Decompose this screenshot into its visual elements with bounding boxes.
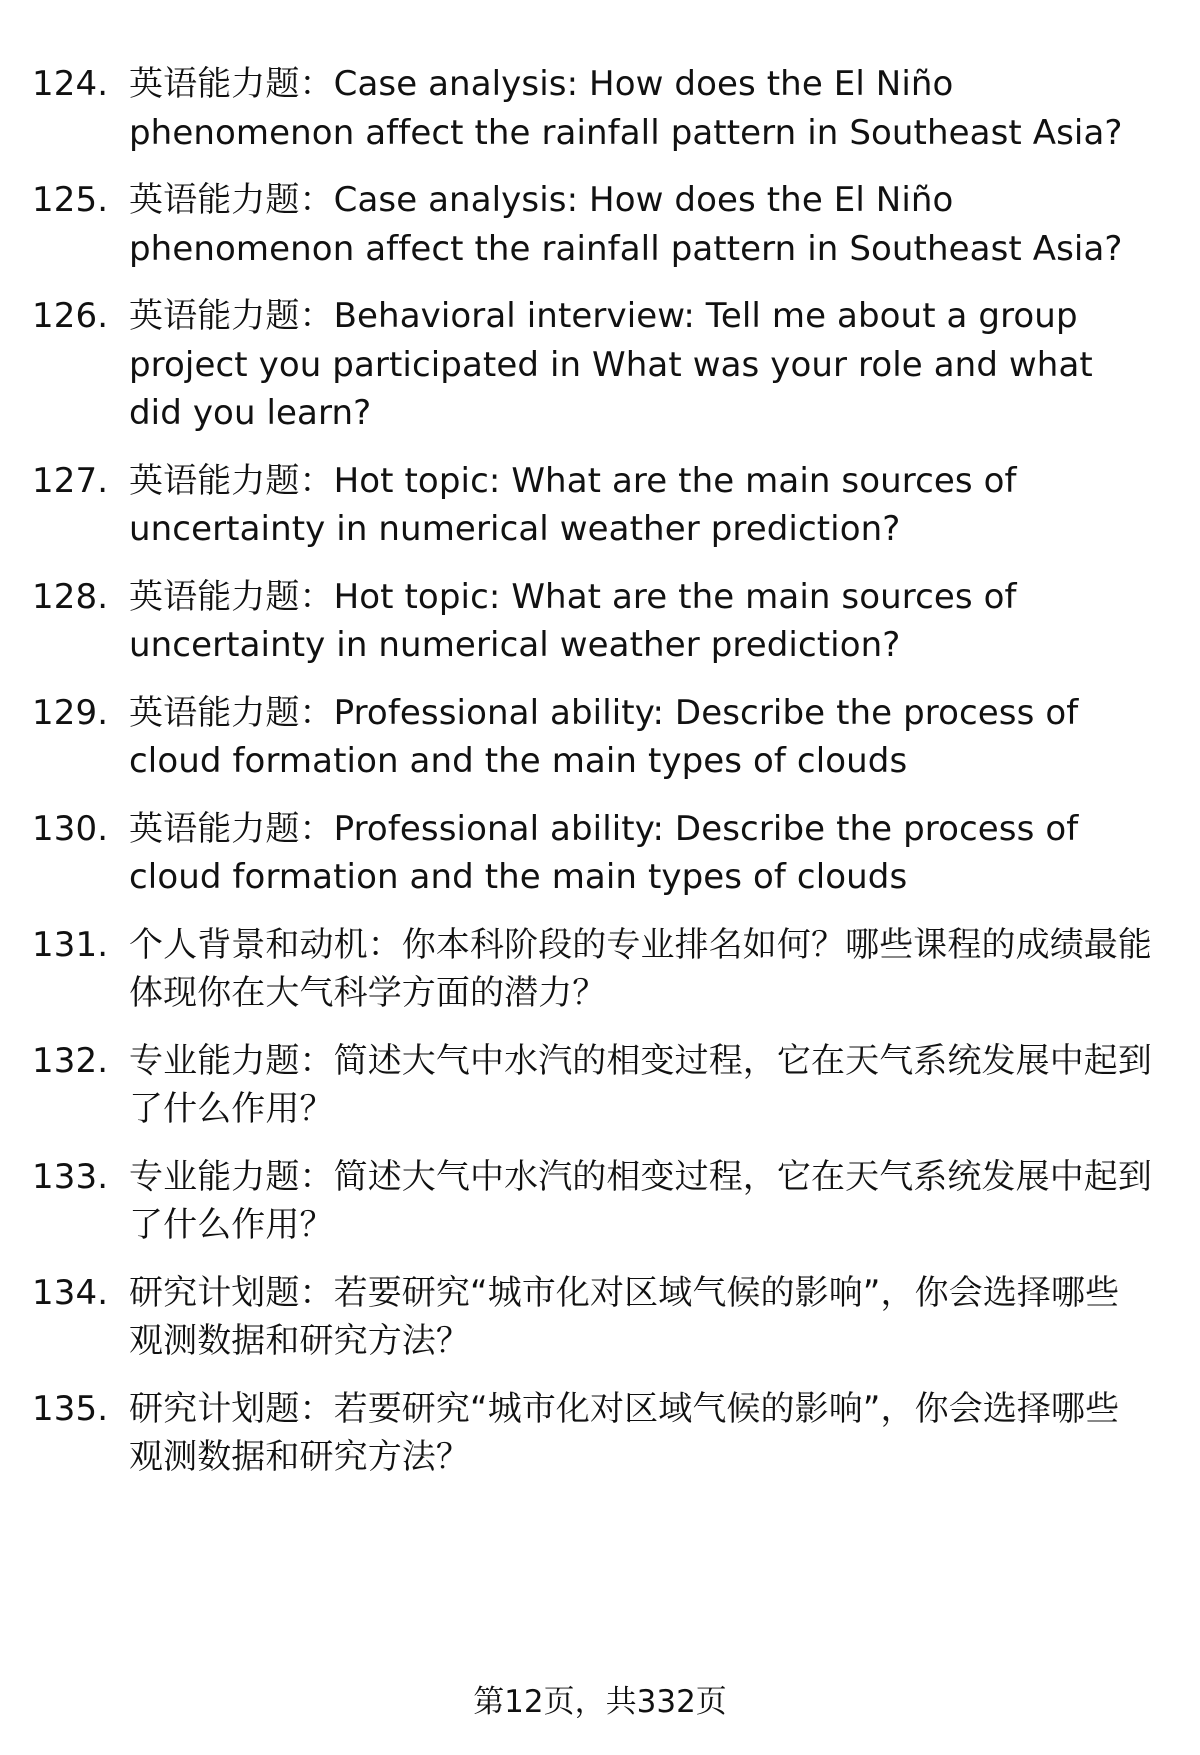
question-item xyxy=(32,921,1152,1018)
question-number: 125. xyxy=(32,180,109,220)
question-list xyxy=(32,60,1152,1501)
question-item xyxy=(32,292,1152,438)
question-item xyxy=(32,457,1152,554)
question-text: 专业能力题：简述大气中水汽的相变过程，它在天气系统发展中起到了什么作用？ xyxy=(129,1156,1152,1245)
question-number: 133. xyxy=(32,1156,109,1197)
question-number: 132. xyxy=(32,1040,109,1081)
question-number: 131. xyxy=(32,924,109,965)
question-item xyxy=(32,1385,1152,1482)
question-item xyxy=(32,1269,1152,1366)
question-item xyxy=(32,573,1152,670)
question-text: 英语能力题：Case analysis: How does the El Niño phenomenon affect the rainfall pattern in Southeast Asia? xyxy=(129,64,1123,153)
question-number: 128. xyxy=(32,576,109,617)
question-number: 134. xyxy=(32,1272,109,1313)
question-number: 129. xyxy=(32,692,109,733)
question-item xyxy=(32,60,1152,157)
question-item xyxy=(32,176,1152,273)
question-number: 126. xyxy=(32,296,109,336)
question-number: 127. xyxy=(32,460,109,501)
page-indicator: 第12页，共332页 xyxy=(473,1684,727,1720)
question-item xyxy=(32,689,1152,786)
question-text: 研究计划题：若要研究“城市化对区域气候的影响”，你会选择哪些观测数据和研究方法？ xyxy=(129,1272,1120,1361)
question-item xyxy=(32,1037,1152,1134)
question-number: 130. xyxy=(32,808,109,849)
question-text: 专业能力题：简述大气中水汽的相变过程，它在天气系统发展中起到了什么作用？ xyxy=(129,1040,1152,1129)
question-item xyxy=(32,1153,1152,1250)
question-text: 英语能力题：Hot topic: What are the main sources of uncertainty in numerical weather prediction? xyxy=(129,460,1017,549)
question-number: 135. xyxy=(32,1388,109,1429)
question-text: 英语能力题：Hot topic: What are the main sources of uncertainty in numerical weather prediction? xyxy=(129,576,1017,665)
question-text: 英语能力题：Professional ability: Describe the process of cloud formation and the main types of clouds xyxy=(129,808,1079,897)
question-text: 英语能力题：Case analysis: How does the El Niño phenomenon affect the rainfall pattern in Southeast Asia? xyxy=(129,180,1123,269)
question-text: 英语能力题：Professional ability: Describe the process of cloud formation and the main types of clouds xyxy=(129,692,1079,781)
question-number: 124. xyxy=(32,64,109,104)
question-text: 英语能力题：Behavioral interview: Tell me about a group project you participated in What was your role and what did you learn? xyxy=(129,296,1093,433)
question-text: 个人背景和动机：你本科阶段的专业排名如何？哪些课程的成绩最能体现你在大气科学方面的潜力？ xyxy=(129,924,1152,1013)
question-text: 研究计划题：若要研究“城市化对区域气候的影响”，你会选择哪些观测数据和研究方法？ xyxy=(129,1388,1120,1477)
question-item xyxy=(32,805,1152,902)
